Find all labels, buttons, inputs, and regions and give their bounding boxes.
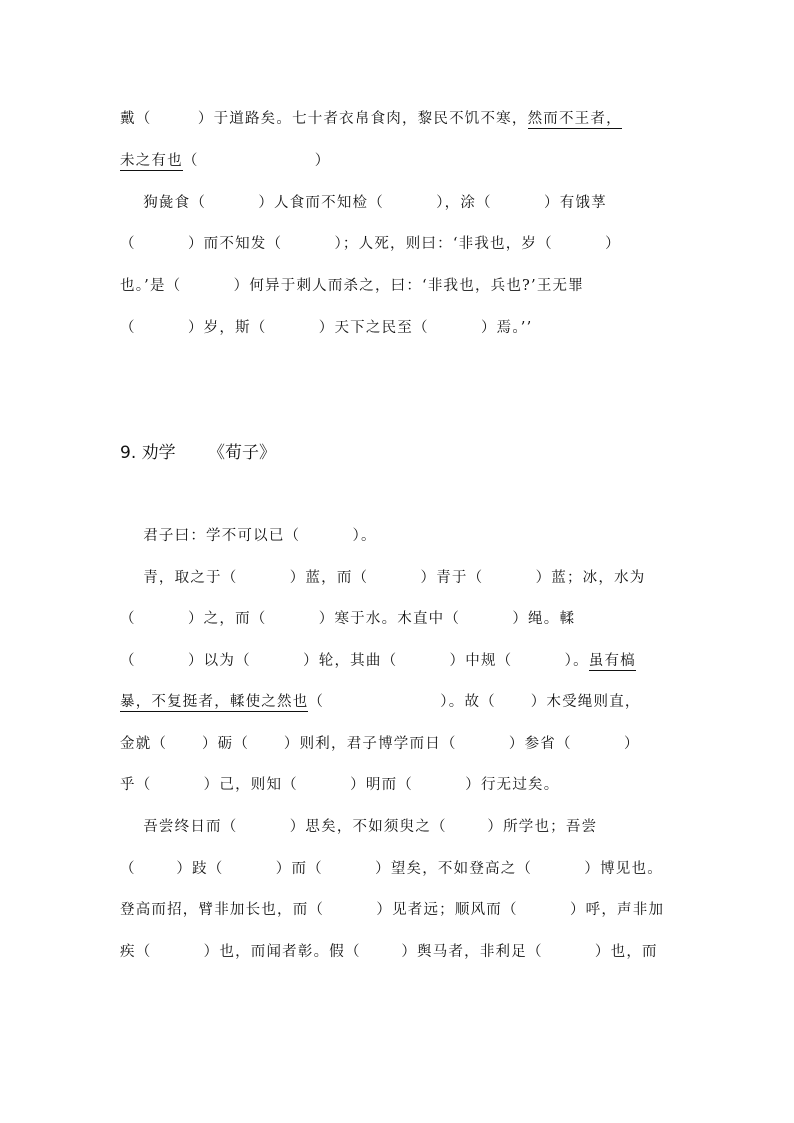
text-line: （ ）之，而（ ）寒于水。木直中（ ）绳。輮 (120, 611, 576, 627)
underlined-phrase: 然而不王者， (527, 111, 622, 127)
text-line: 青，取之于（ ）蓝，而（ ）青于（ ）蓝；冰，水为 (120, 570, 646, 586)
section-title: 9. 劝学 《荀子》 (120, 443, 277, 463)
text-line: 乎（ ）己，则知（ ）明而（ ）行无过矣。 (120, 777, 560, 793)
text-line: （ ）跂（ ）而（ ）望矣，不如登高之（ ）博见也。 (120, 861, 663, 877)
text-line: 疾（ ）也，而闻者彰。假（ ）舆马者，非利足（ ）也，而 (120, 944, 658, 960)
text-line: 登高而招，臂非加长也，而（ ）见者远；顺风而（ ）呼，声非加 (120, 902, 665, 918)
text-line: （ ）岁，斯（ ）天下之民至（ ）焉。’’ (120, 320, 533, 336)
text-line: 金就（ ）砺（ ）则利，君子博学而日（ ）参省（ ） (120, 736, 640, 752)
text-line: （ ）而不知发（ ）；人死，则曰：‘非我也，岁（ ） (120, 236, 621, 252)
text-line: （ ）以为（ ）轮，其曲（ ）中规（ ）。虽有槁 (120, 653, 636, 669)
text-line: 吾尝终日而（ ）思矣，不如须臾之（ ）所学也；吾尝 (120, 819, 598, 835)
text-line: 也。’是（ ）何异于刺人而杀之，曰：‘非我也，兵也?’王无罪 (120, 278, 584, 294)
underlined-phrase: 未之有也 (120, 153, 183, 169)
underlined-phrase: 虽有槁 (588, 653, 636, 669)
text-line: 未之有也（ ） (120, 153, 331, 169)
text-line: 戴（ ）于道路矣。七十者衣帛食肉，黎民不饥不寒，然而不王者， (120, 111, 622, 127)
text-line: 暴，不复挺者，輮使之然也（ ）。故（ ）木受绳则直， (120, 694, 641, 710)
text-line: 君子曰：学不可以已（ ）。 (120, 528, 377, 544)
text-line: 狗彘食（ ）人食而不知检（ ），涂（ ）有饿莩 (120, 195, 607, 211)
underlined-phrase: 暴，不复挺者，輮使之然也 (120, 694, 309, 710)
